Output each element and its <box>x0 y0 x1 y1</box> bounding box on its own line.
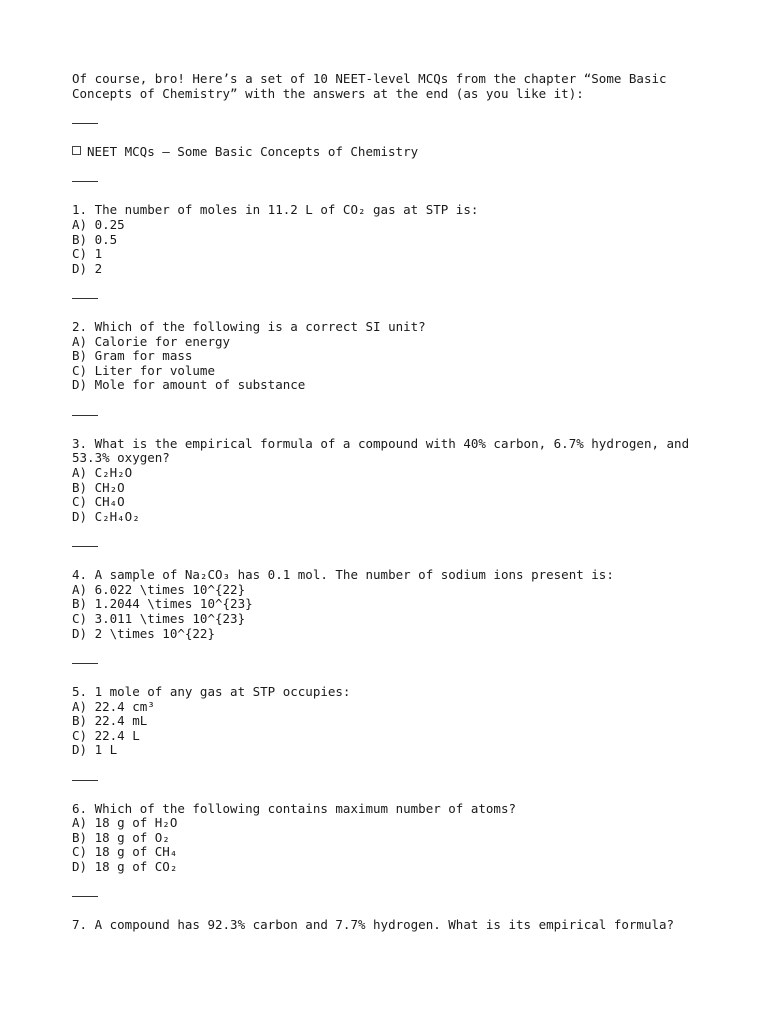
section-heading <box>72 145 712 160</box>
question-3-line-1: 3. What is the empirical formula of a compound with 40% carbon, 6.7% hydrogen, and <box>72 435 690 451</box>
q1-option-a: A) 0.25 <box>72 216 125 232</box>
question-7: 7. A compound has 92.3% carbon and 7.7% hydrogen. What is its empirical formula? <box>72 917 675 933</box>
section-heading-text: NEET MCQs – Some Basic Concepts of Chemistry <box>87 143 419 159</box>
question-3-line-2: 53.3% oxygen? <box>72 450 170 466</box>
q2-option-d: D) Mole for amount of substance <box>72 377 306 393</box>
q3-option-a: A) C₂H₂O <box>72 465 133 481</box>
q5-option-c: C) 22.4 L <box>72 727 140 743</box>
q4-option-d: D) 2 \times 10^{22} <box>72 625 215 641</box>
q3-option-d: D) C₂H₄O₂ <box>72 508 140 524</box>
q1-option-d: D) 2 <box>72 260 103 276</box>
q6-option-b: B) 18 g of O₂ <box>72 829 170 845</box>
q2-option-c: C) Liter for volume <box>72 362 215 378</box>
intro-line-1: Of course, bro! Here’s a set of 10 NEET-level MCQs from the chapter “Some Basic <box>72 71 667 86</box>
separator <box>72 656 712 671</box>
q6-option-c: C) 18 g of CH₄ <box>72 844 178 860</box>
q5-option-d: D) 1 L <box>72 742 118 758</box>
separator <box>72 889 712 904</box>
document-page <box>72 72 712 933</box>
intro-line-2: Concepts of Chemistry” with the answers at the end (as you like it): <box>72 85 584 101</box>
separator <box>72 291 712 306</box>
q3-option-b: B) CH₂O <box>72 479 125 495</box>
q3-option-c: C) CH₄O <box>72 494 125 510</box>
q6-option-a: A) 18 g of H₂O <box>72 815 178 831</box>
question-1: 1. The number of moles in 11.2 L of CO₂ gas at STP is: <box>72 202 479 218</box>
question-5: 5. 1 mole of any gas at STP occupies: <box>72 683 351 699</box>
q4-option-a: A) 6.022 \times 10^{22} <box>72 581 246 597</box>
q1-option-b: B) 0.5 <box>72 231 118 247</box>
question-6: 6. Which of the following contains maximum number of atoms? <box>72 800 517 816</box>
q4-option-c: C) 3.011 \times 10^{23} <box>72 610 246 626</box>
q4-option-b: B) 1.2044 \times 10^{23} <box>72 596 253 612</box>
separator <box>72 174 712 189</box>
q2-option-a: A) Calorie for energy <box>72 333 231 349</box>
q5-option-a: A) 22.4 cm³ <box>72 698 155 714</box>
separator <box>72 408 712 423</box>
q6-option-d: D) 18 g of CO₂ <box>72 859 178 875</box>
q1-option-c: C) 1 <box>72 246 103 262</box>
question-2: 2. Which of the following is a correct SI unit? <box>72 319 426 335</box>
separator <box>72 773 712 788</box>
q2-option-b: B) Gram for mass <box>72 348 193 364</box>
box-icon <box>72 146 81 155</box>
question-4: 4. A sample of Na₂CO₃ has 0.1 mol. The number of sodium ions present is: <box>72 567 614 583</box>
separator <box>72 539 712 554</box>
separator <box>72 116 712 131</box>
q5-option-b: B) 22.4 mL <box>72 713 148 729</box>
